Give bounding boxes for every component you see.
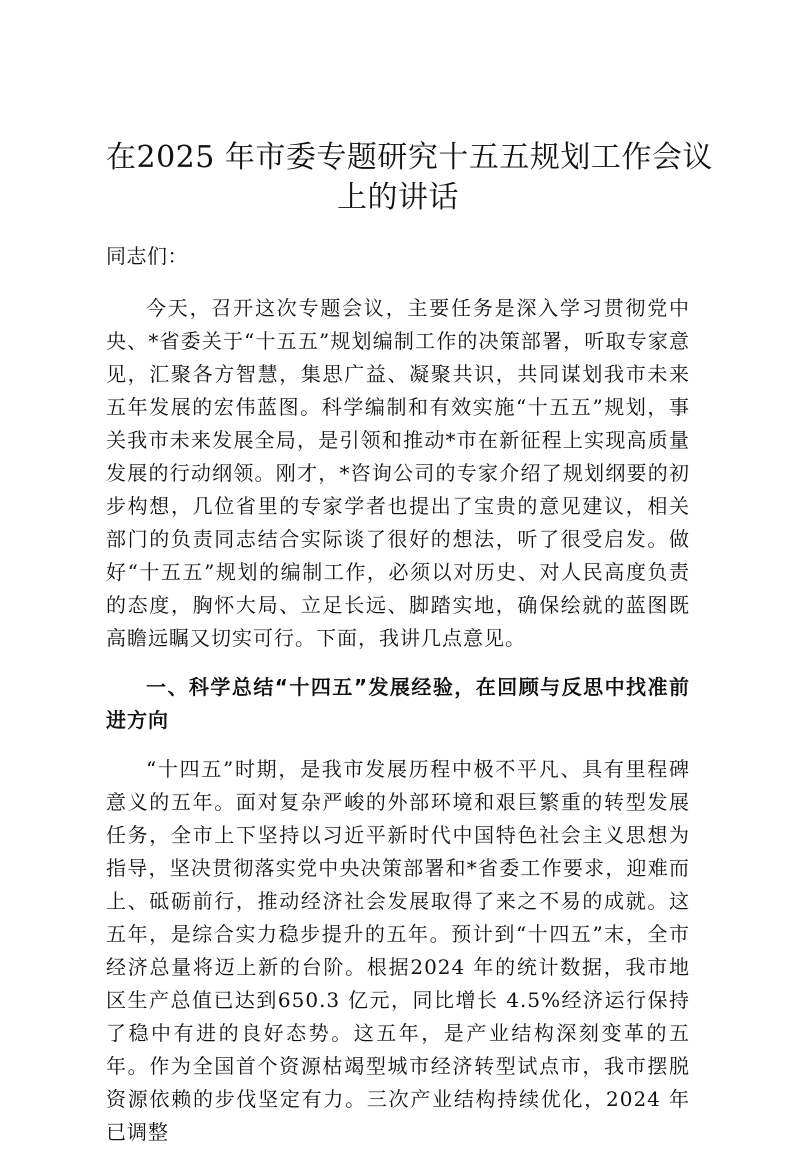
opening-paragraph: 今天，召开这次专题会议，主要任务是深入学习贯彻党中央、*省委关于“十五五”规划编制工作的决策部署，听取专家意见，汇聚各方智慧，集思广益、凝聚共识，共同谋划我市未来五年发展的宏伟蓝图。科学编制和有效实施“十五五”规划，事关我市未来发展全局，是引领和推动*市在新征程上实现高质量发展的行动纲领。刚才，*咨询公司的专家介绍了规划纲要的初步构想，几位省里的专家学者也提出了宝贵的意见建议，相关部门的负责同志结合实际谈了很好的想法，听了很受启发。做好“十五五”规划的编制工作，必须以对历史、对人民高度负责的态度，胸怀大局、立足长远、脚踏实地，确保绘就的蓝图既高瞻远瞩又切实可行。下面，我讲几点意见。 [106, 296, 690, 650]
salutation: 同志们： [106, 244, 188, 268]
section-heading-1: 一、科学总结“十四五”发展经验，在回顾与反思中找准前进方向 [106, 675, 690, 732]
document-title [106, 138, 713, 218]
section-1-paragraph: “十四五”时期，是我市发展历程中极不平凡、具有里程碑意义的五年。面对复杂严峻的外部环境和艰巨繁重的转型发展任务，全市上下坚持以习近平新时代中国特色社会主义思想为指导，坚决贯彻落实党中央决策部署和*省委工作要求，迎难而上、砥砺前行，推动经济社会发展取得了来之不易的成就。这五年，是综合实力稳步提升的五年。预计到“十四五”末，全市经济总量将迈上新的台阶。根据2024 年的统计数据，我市地区生产总值已达到650.3 亿元，同比增长 4.5%经济运行保持了稳中有进的良好态势。这五年，是产业结构深刻变革的五年。作为全国首个资源枯竭型城市经济转型试点市，我市摆脱资源依赖的步伐坚定有力。三次产业结构持续优化，2024 年已调整 [106, 757, 690, 1144]
title-line-2: 上的讲话 [337, 180, 459, 215]
title-line-1: 在2025 年市委专题研究十五五规划工作会议 [106, 140, 713, 175]
document-page [106, 138, 713, 1149]
